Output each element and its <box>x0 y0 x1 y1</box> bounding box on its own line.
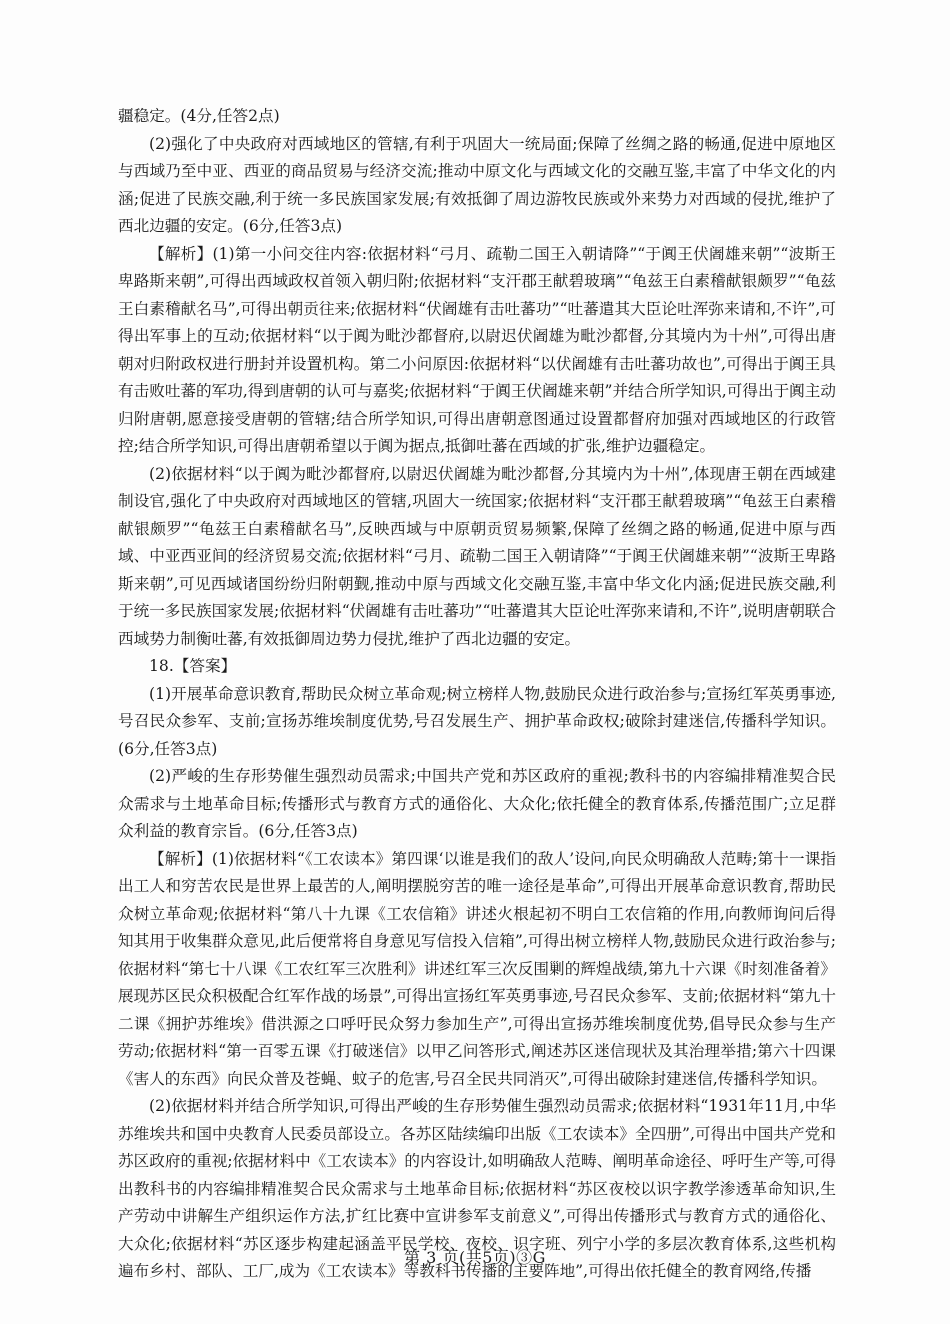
question-heading: 18.【答案】 <box>149 657 237 675</box>
paragraph: 【解析】(1)第一小问交往内容:依据材料“弓月、疏勒二国王入朝请降”“于阗王伏阇雄来朝”“波斯王卑路斯来朝”,可得出西域政权首领入朝归附;依据材料“支汗郡王献碧玻璃”“龟兹王白素稽献银颇罗”“龟兹王白素稽献名马”,可得出朝贡往来;依据材料“伏阇雄有击吐蕃功”“吐蕃遣其大臣论吐浑弥来请和,不许”,可得出军事上的互动;依据材料“以于阗为毗沙都督府,以尉迟伏阇雄为毗沙都督,分其境内为十州”,可得出唐朝对归附政权进行册封并设置机构。第二小问原因:依据材料“以伏阇雄有击吐蕃功故也”,可得出于阗王具有击败吐蕃的军功,得到唐朝的认可与嘉奖;依据材料“于阗王伏阇雄来朝”并结合所学知识,可得出于阗主动归附唐朝,愿意接受唐朝的管辖;结合所学知识,可得出唐朝意图通过设置都督府加强对西域地区的行政管控;结合所学知识,可得出唐朝希望以于阗为据点,抵御吐蕃在西域的扩张,维护边疆稳定。 <box>118 244 836 455</box>
paragraph: (2)严峻的生存形势催生强烈动员需求;中国共产党和苏区政府的重视;教科书的内容编排精准契合民众需求与土地革命目标;传播形式与教育方式的通俗化、大众化;依托健全的教育体系,传播范围广;立足群众利益的教育宗旨。(6分,任答3点) <box>118 767 836 840</box>
paragraph: (2)强化了中央政府对西域地区的管辖,有利于巩固大一统局面;保障了丝绸之路的畅通,促进中原地区与西域乃至中亚、西亚的商品贸易与经济交流;推动中原文化与西域文化的交融互鉴,丰富了中华文化的内涵;促进了民族交融,利于统一多民族国家发展;有效抵御了周边游牧民族或外来势力对西域的侵扰,维护了西北边疆的安定。(6分,任答3点) <box>118 134 836 235</box>
paragraph: 疆稳定。(4分,任答2点) <box>118 107 280 125</box>
page-body <box>118 103 836 1286</box>
page-footer: 第 3 页(共5页)③G <box>404 1248 546 1267</box>
paragraph: (1)开展革命意识教育,帮助民众树立革命观;树立榜样人物,鼓励民众进行政治参与;宣扬红军英勇事迹,号召民众参军、支前;宣扬苏维埃制度优势,号召发展生产、拥护革命政权;破除封建迷信,传播科学知识。(6分,任答3点) <box>118 684 836 758</box>
paragraph: (2)依据材料并结合所学知识,可得出严峻的生存形势催生强烈动员需求;依据材料“1931年11月,中华苏维埃共和国中央教育人民委员部设立。各苏区陆续编印出版《工农读本》全四册”,可得出中国共产党和苏区政府的重视;依据材料中《工农读本》的内容设计,如明确敌人范畴、阐明革命途径、呼吁生产等,可得出教科书的内容编排精准契合民众需求与土地革命目标;依据材料“苏区夜校以识字教学渗透革命知识,生产劳动中讲解生产组织运作方法,扩红比赛中宣讲参军支前意义”,可得出传播形式与教育方式的通俗化、大众化;依据材料“苏区逐步构建起涵盖平民学校、夜校、识字班、列宁小学的多层次教育体系,这些机构遍布乡村、部队、工厂,成为《工农读本》等教科书传播的主要阵地”,可得出依托健全的教育网络,传播 <box>118 1097 836 1280</box>
paragraph: 【解析】(1)依据材料“《工农读本》第四课‘以谁是我们的敌人’设问,向民众明确敌人范畴;第十一课指出工人和穷苦农民是世界上最苦的人,阐明摆脱穷苦的唯一途径是革命”,可得出开展革命意识教育,帮助民众树立革命观;依据材料“第八十九课《工农信箱》讲述火根起初不明白工农信箱的作用,向教师询问后得知其用于收集群众意见,此后便常将自身意见写信投入信箱”,可得出树立榜样人物,鼓励民众进行政治参与;依据材料“第七十八课《工农红军三次胜利》讲述红军三次反围剿的辉煌战绩,第九十六课《时刻准备着》展现苏区民众积极配合红军作战的场景”,可得出宣扬红军英勇事迹,号召民众参军、支前;依据材料“第九十二课《拥护苏维埃》借洪源之口呼吁民众努力参加生产”,可得出宣扬苏维埃制度优势,倡导民众参与生产劳动;依据材料“第一百零五课《打破迷信》以甲乙问答形式,阐述苏区迷信现状及其治理举措;第六十四课《害人的东西》向民众普及苍蝇、蚊子的危害,号召全民共同消灭”,可得出破除封建迷信,传播科学知识。 <box>118 849 836 1088</box>
paragraph: (2)依据材料“以于阗为毗沙都督府,以尉迟伏阇雄为毗沙都督,分其境内为十州”,体现唐王朝在西域建制设官,强化了中央政府对西域地区的管辖,巩固大一统国家;依据材料“支汗郡王献碧玻璃”“龟兹王白素稽献银颇罗”“龟兹王白素稽献名马”,反映西域与中原朝贡贸易频繁,保障了丝绸之路的畅通,促进中原与西域、中亚西亚间的经济贸易交流;依据材料“弓月、疏勒二国王入朝请降”“于阗王伏阇雄来朝”“波斯王卑路斯来朝”,可见西域诸国纷纷归附朝觐,推动中原与西域文化交融互鉴,丰富中华文化内涵;促进民族交融,利于统一多民族国家发展;依据材料“伏阇雄有击吐蕃功”“吐蕃遣其大臣论吐浑弥来请和,不许”,说明唐朝联合西域势力制衡吐蕃,有效抵御周边势力侵扰,维护了西北边疆的安定。 <box>118 464 836 648</box>
